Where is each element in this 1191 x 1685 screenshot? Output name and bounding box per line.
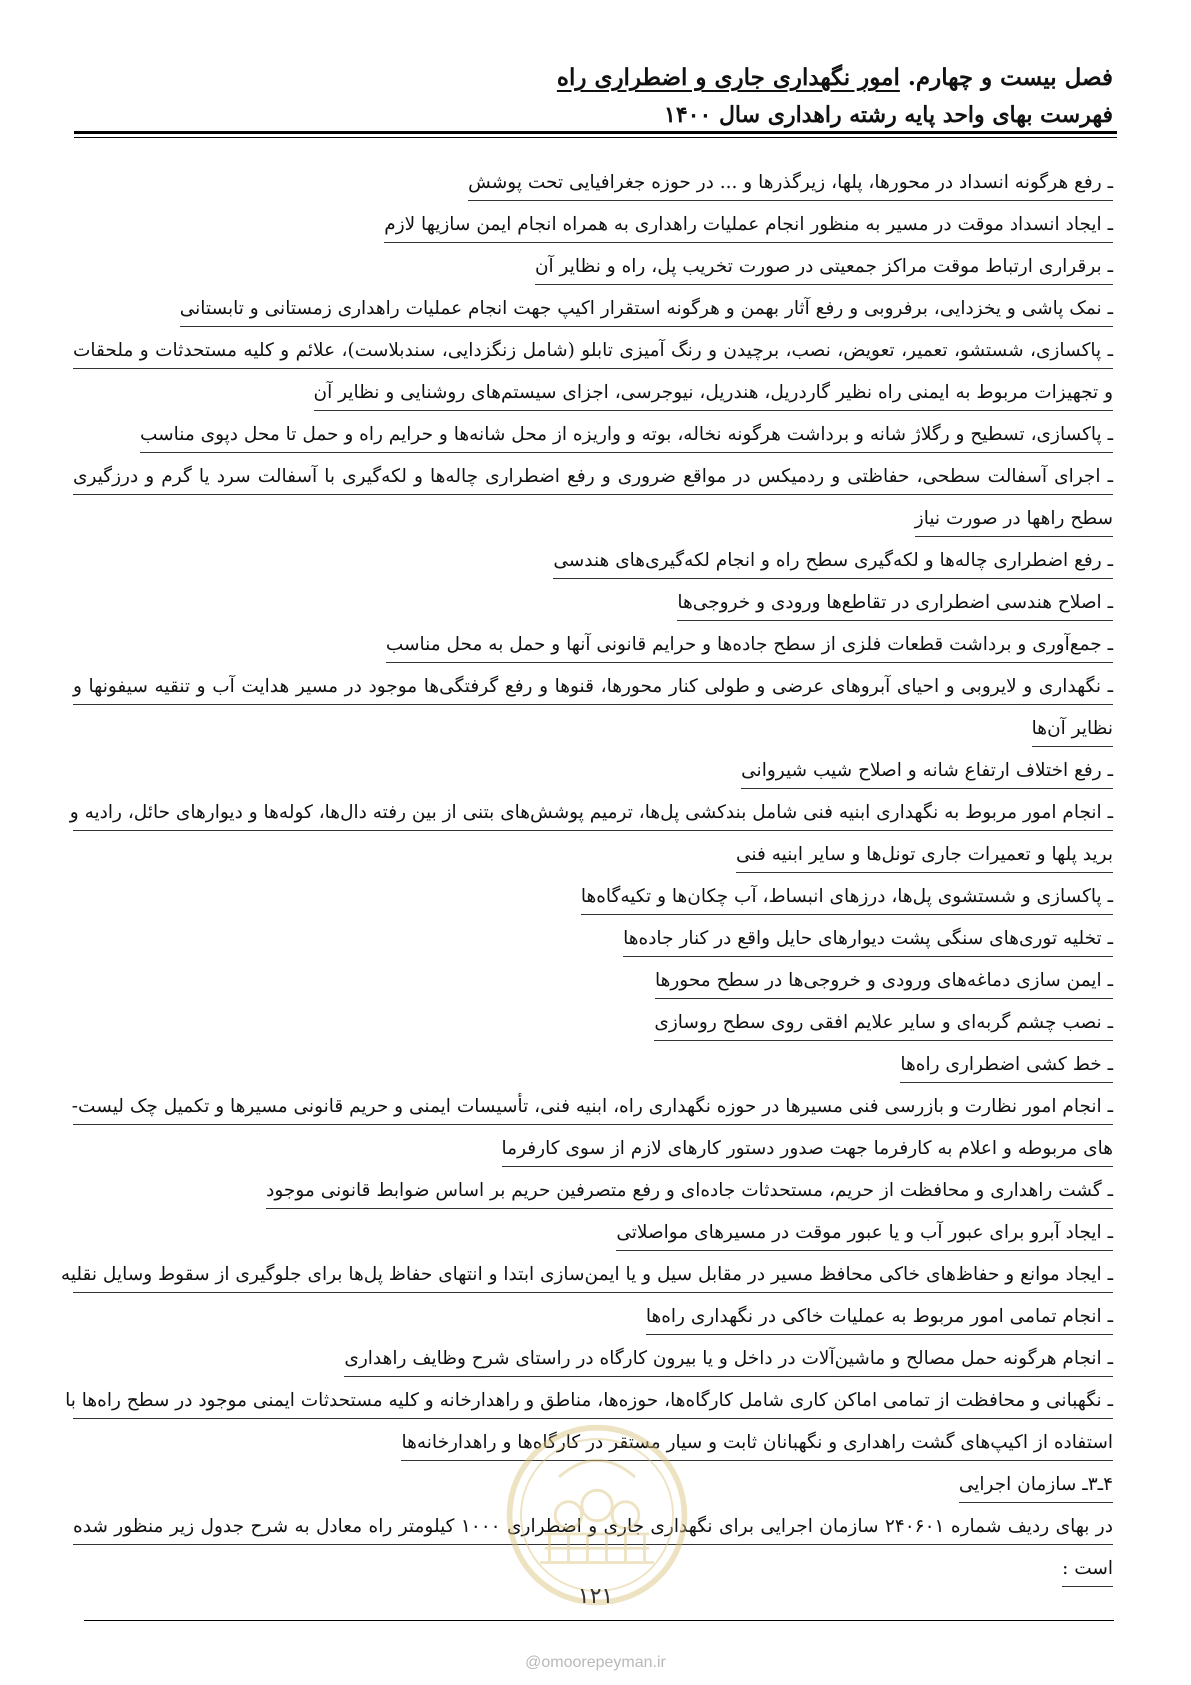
text-line-content: ۴ـ۳ـ سازمان اجرایی — [959, 1470, 1113, 1503]
text-line-content: ـ اجرای آسفالت سطحی، حفاظتی و ردمیکس در مواقع ضروری و رفع اضطراری چاله‌ها و لکه‌گیری با آسفالت سرد یا گرم و درزگیری — [73, 462, 1113, 495]
chapter-name: امور نگهداری جاری و اضطراری راه — [556, 64, 900, 91]
text-line — [73, 924, 1113, 966]
text-line — [73, 966, 1113, 1008]
price-list-title: فهرست بهای واحد پایه رشته راهداری سال ۱۴۰۰ — [664, 102, 1113, 128]
footer-rule — [84, 1620, 1114, 1621]
text-line-content: ـ ایجاد انسداد موقت در مسیر به منظور انجام عملیات راهداری به همراه انجام ایمن سازیها لازم — [384, 210, 1113, 243]
header-rule-thin — [74, 137, 1117, 138]
text-line — [73, 462, 1113, 504]
text-line-content: ـ ایجاد آبرو برای عبور آب و یا عبور موقت در مسیرهای مواصلاتی — [616, 1218, 1113, 1251]
text-line-content: ـ نگهداری و لایروبی و احیای آبروهای عرضی و طولی کنار محورها، قنوها و رفع گرفتگی‌ها موجود در مسیر هدایت آب و تنقیه سیفونها و — [73, 672, 1113, 705]
text-line-content: ـ خط کشی اضطراری راه‌ها — [900, 1050, 1113, 1083]
text-line — [73, 420, 1113, 462]
text-line — [73, 672, 1113, 714]
text-line-content: و تجهیزات مربوط به ایمنی راه نظیر گاردریل، هندریل، نیوجرسی، اجزای سیستم‌های روشنایی و نظایر آن — [314, 378, 1113, 411]
text-line — [73, 714, 1113, 756]
text-line-content: ـ انجام امور مربوط به نگهداری ابنیه فنی شامل بندکشی پل‌ها، ترمیم پوشش‌های بتنی از بین رفته دال‌ها، کوله‌ها و دیوارهای حائل، رادیه و — [73, 798, 1113, 831]
chapter-title — [73, 60, 1113, 96]
text-line-content: ـ نمک پاشی و یخزدایی، برفروبی و رفع آثار بهمن و هرگونه استقرار اکیپ جهت انجام عملیات راهداری زمستانی و تابستانی — [180, 294, 1113, 327]
website-watermark: @omoorepeyman.ir — [525, 1654, 666, 1671]
text-line — [73, 1344, 1113, 1386]
text-line-content: ـ رفع اضطراری چاله‌ها و لکه‌گیری سطح راه و انجام لکه‌گیری‌های هندسی — [553, 546, 1113, 579]
page-header — [73, 60, 1113, 134]
text-line-content: ـ نصب چشم گربه‌ای و سایر علایم افقی روی سطح روسازی — [654, 1008, 1113, 1041]
text-line-content: برید پلها و تعمیرات جاری تونل‌ها و سایر ابنیه فنی — [736, 840, 1113, 873]
text-line — [73, 630, 1113, 672]
text-line — [73, 840, 1113, 882]
text-line — [73, 756, 1113, 798]
text-line — [73, 1218, 1113, 1260]
text-line-content: ـ ایمن سازی دماغه‌های ورودی و خروجی‌ها در سطح محورها — [655, 966, 1113, 999]
text-line — [73, 336, 1113, 378]
text-line-content: ـ انجام هرگونه حمل مصالح و ماشین‌آلات در داخل و یا بیرون کارگاه در راستای شرح وظایف راهداری — [344, 1344, 1113, 1377]
text-line-content: ـ ایجاد موانع و حفاظ‌های خاکی محافظ مسیر در مقابل سیل و یا ایمن‌سازی ابتدا و انتهای حفاظ پل‌ها برای جلوگیری از سقوط وسایل نقلیه — [73, 1260, 1113, 1293]
seal-watermark-icon — [502, 1420, 692, 1610]
text-line-content: ـ رفع اختلاف ارتفاع شانه و اصلاح شیب شیروانی — [741, 756, 1113, 789]
text-line-content: ـ جمع‌آوری و برداشت قطعات فلزی از سطح جاده‌ها و حرایم قانونی آنها و حمل به محل مناسب — [386, 630, 1113, 663]
text-line — [73, 546, 1113, 588]
body-text — [60, 168, 1113, 1596]
text-line-content: ـ رفع هرگونه انسداد در محورها، پلها، زیرگذرها و ... در حوزه جغرافیایی تحت پوشش — [468, 168, 1113, 201]
text-line — [73, 1134, 1113, 1176]
text-line-content: ـ نگهبانی و محافظت از تمامی اماکن کاری شامل کارگاه‌ها، حوزه‌ها، مناطق و راهدارخانه و کلیه مستحدثات ایمنی موجود در سطح راه‌ها با — [73, 1386, 1113, 1419]
text-line — [73, 504, 1113, 546]
text-line-content: ـ پاکسازی و شستشوی پل‌ها، درزهای انبساط، آب چکان‌ها و تکیه‌گاه‌ها — [581, 882, 1113, 915]
text-line — [73, 1092, 1113, 1134]
text-line — [73, 210, 1113, 252]
text-line — [73, 882, 1113, 924]
text-line-content: استفاده از اکیپ‌های گشت راهداری و نگهبانان ثابت و سیار مستقر در کارگاه‌ها و راهدارخانه‌ها — [401, 1428, 1113, 1461]
text-line — [73, 1008, 1113, 1050]
text-line-content: ـ اصلاح هندسی اضطراری در تقاطع‌ها ورودی و خروجی‌ها — [677, 588, 1113, 621]
text-line-content: سطح راهها در صورت نیاز — [915, 504, 1113, 537]
text-line-content: ـ گشت راهداری و محافظت از حریم، مستحدثات جاده‌ای و رفع متصرفین حریم بر اساس ضوابط قانونی موجود — [266, 1176, 1113, 1209]
text-line-content: ـ تخلیه توری‌های سنگی پشت دیوارهای حایل واقع در کنار جاده‌ها — [623, 924, 1113, 957]
text-line — [60, 1260, 1113, 1302]
page-number: ۱۲۱ — [577, 1584, 614, 1609]
text-line — [73, 1176, 1113, 1218]
text-line-content: ـ انجام امور نظارت و بازرسی فنی مسیرها در حوزه نگهداری راه، ابنیه فنی، تأسیسات ایمنی و حریم قانونی مسیرها و تکمیل چک لیست- — [73, 1092, 1113, 1125]
text-line — [73, 294, 1113, 336]
text-line-content: ـ پاکسازی، تسطیح و رگلاژ شانه و برداشت هرگونه نخاله، بوته و واریزه از محل شانه‌ها و حرایم راه و حمل تا محل دپوی مناسب — [140, 420, 1113, 453]
text-line — [73, 252, 1113, 294]
header-rule-thick — [74, 131, 1117, 134]
text-line — [73, 1302, 1113, 1344]
text-line — [69, 798, 1113, 840]
text-line-content: ـ پاکسازی، شستشو، تعمیر، تعویض، نصب، برچیدن و رنگ آمیزی تابلو (شامل زنگزدایی، سندبلاست)، علائم و کلیه مستحدثات و ملحقات — [73, 336, 1113, 369]
text-line-content: در بهای ردیف شماره ۲۴۰۶۰۱ سازمان اجرایی برای نگهداری جاری و اضطراری ۱۰۰۰ کیلومتر راه معادل به شرح جدول زیر منظور شده — [73, 1512, 1113, 1545]
text-line-content: است : — [1062, 1554, 1113, 1587]
text-line — [73, 588, 1113, 630]
text-line — [73, 168, 1113, 210]
text-line-content: نظایر آن‌ها — [1032, 714, 1113, 747]
text-line — [73, 1050, 1113, 1092]
text-line-content: های مربوطه و اعلام به کارفرما جهت صدور دستور کارهای لازم از سوی کارفرما — [502, 1134, 1113, 1167]
chapter-prefix: فصل بیست و چهارم. — [899, 64, 1113, 91]
text-line-content: ـ انجام تمامی امور مربوط به عملیات خاکی در نگهداری راه‌ها — [646, 1302, 1113, 1335]
text-line-content: ـ برقراری ارتباط موقت مراکز جمعیتی در صورت تخریب پل، راه و نظایر آن — [535, 252, 1113, 285]
text-line — [73, 378, 1113, 420]
